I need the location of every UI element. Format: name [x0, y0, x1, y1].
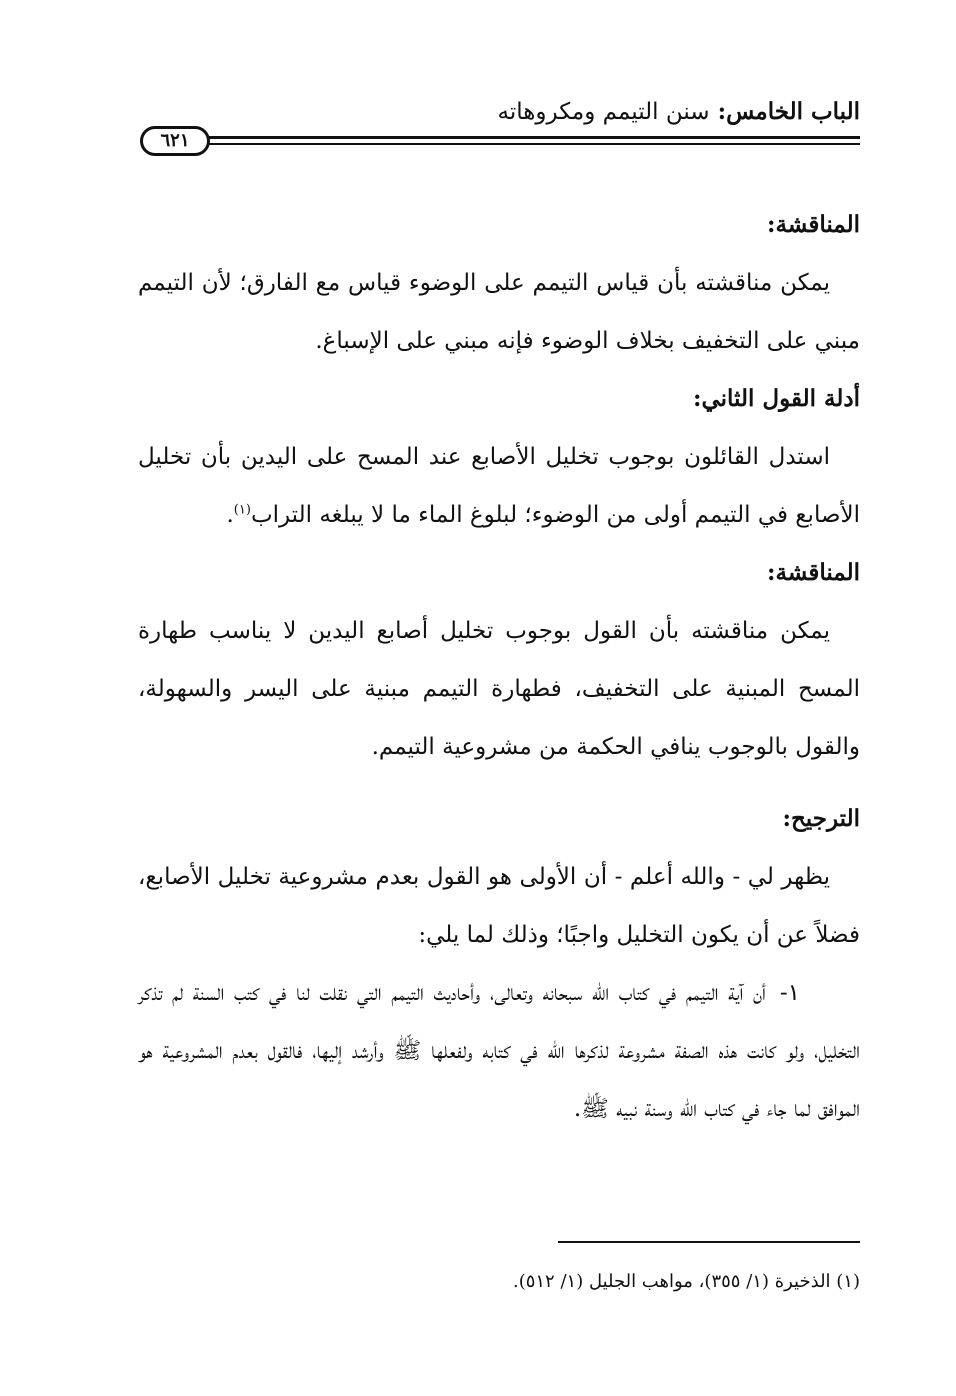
running-header — [498, 92, 860, 132]
main-text — [138, 196, 860, 1138]
paragraph-discussion-2: يمكن مناقشته بأن القول بوجوب تخليل أصابع اليدين لا يناسب طهارة المسح المبنية على التخفيف، فطهارة التيمم مبنية على اليسر والسهولة، والقول بالوجوب ينافي الحكمة من مشروعية التيمم. — [138, 618, 860, 760]
footnote-reference[interactable]: (١) — [233, 502, 251, 518]
heading-discussion-2: المناقشة: — [767, 559, 860, 586]
evidence-end: . — [226, 502, 234, 528]
footnote-separator — [558, 1241, 860, 1243]
heading-discussion-1: المناقشة: — [767, 211, 860, 238]
chapter-topic: سنن التيمم ومكروهاته — [497, 99, 710, 125]
evidence-text: استدل القائلون بوجوب تخليل الأصابع عند المسح على اليدين بأن تخليل الأصابع في التيمم أولى من الوضوء؛ لبلوغ الماء ما لا يبلغه التراب — [138, 444, 860, 528]
paragraph-preference: يظهر لي - والله أعلم - أن الأولى هو القول بعدم مشروعية تخليل الأصابع، فضلاً عن أن يكون التخليل واجبًا؛ وذلك لما يلي: — [138, 864, 860, 948]
chapter-label: الباب الخامس: — [717, 98, 860, 125]
list-item-text: أن آية التيمم في كتاب الله سبحانه وتعالى، وأحاديث التيمم التي نقلت لنا في كتب السنة لم تذكر التخليل، ولو كانت هذه الصفة مشروعة لذكرها الله في كتابه ولفعلها ﷺ وأرشد إليها، فالقول بعدم المشروعية هو الموافق لما جاء في كتاب الله وسنة نبيه ﷺ. — [138, 980, 860, 1122]
header-rule-top — [200, 136, 860, 139]
page-number: ٦٢١ — [160, 130, 190, 151]
header-rule-bottom — [200, 143, 860, 145]
heading-evidence-second-opinion: أدلة القول الثاني: — [692, 385, 860, 412]
list-item-1 — [138, 964, 860, 1138]
list-item-number: ١- — [779, 980, 800, 1006]
spacer — [138, 776, 860, 790]
page-number-badge — [140, 126, 210, 156]
footnote: (١) الذخيرة (١/ ٣٥٥)، مواهب الجليل (١/ ٥١٢). — [512, 1271, 860, 1292]
paragraph-discussion-1: يمكن مناقشته بأن قياس التيمم على الوضوء قياس مع الفارق؛ لأن التيمم مبني على التخفيف بخلاف الوضوء فإنه مبني على الإسباغ. — [138, 270, 860, 354]
paragraph-evidence-second-opinion — [138, 428, 860, 544]
heading-preference: الترجيح: — [782, 805, 860, 832]
